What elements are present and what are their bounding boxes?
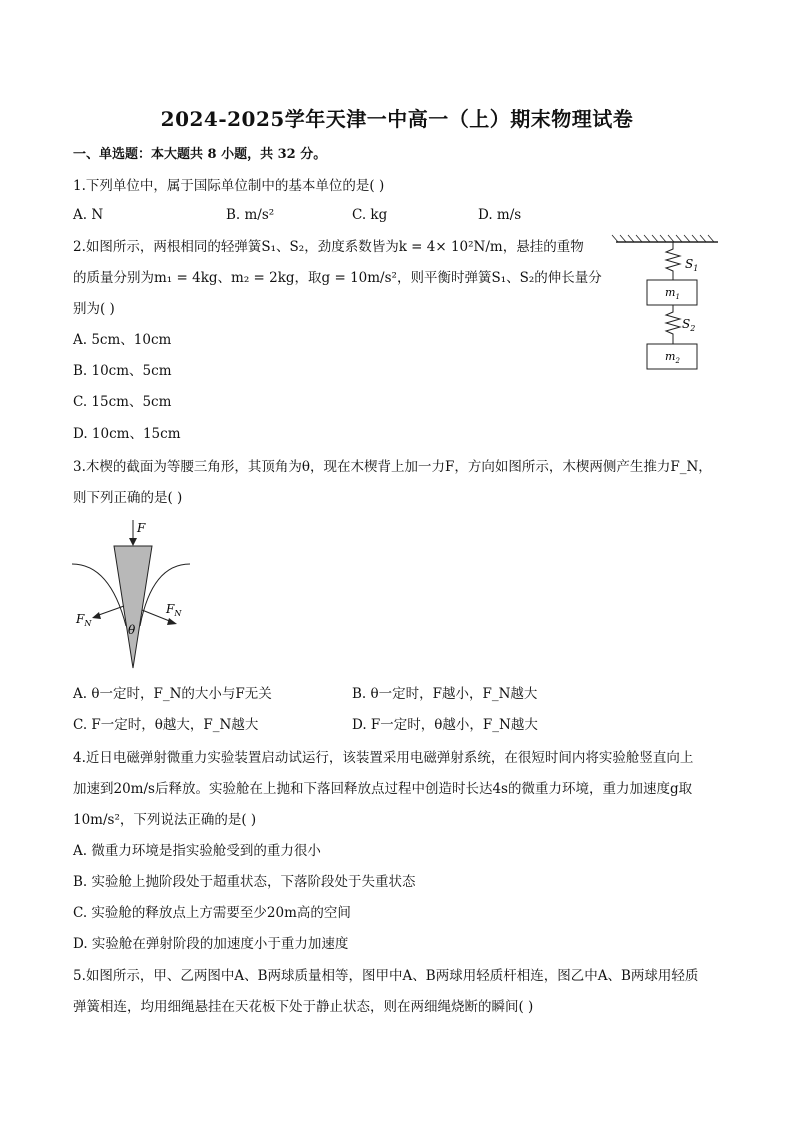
q1-option-a: A. N — [73, 207, 104, 223]
label-s2: $S_2$ — [682, 317, 696, 333]
q1-option-d: D. m/s — [478, 207, 522, 223]
label-fn-left: $F_N$ — [76, 612, 92, 628]
q3-option-a: A. θ一定时，F_N的大小与F无关 — [73, 686, 272, 702]
q4-option-a: A. 微重力环境是指实验舱受到的重力很小 — [73, 843, 321, 859]
question-1-stem: 1.下列单位中，属于国际单位制中的基本单位的是( ) — [73, 178, 385, 194]
question-4-line1: 4.近日电磁弹射微重力实验装置启动试运行，该装置采用电磁弹射系统，在很短时间内将实验舱竖直向上 — [73, 750, 694, 766]
label-m1: $m_1$ — [665, 286, 680, 301]
label-theta: θ — [128, 623, 136, 637]
q1-option-b: B. m/s² — [226, 207, 275, 223]
q4-option-d: D. 实验舱在弹射阶段的加速度小于重力加速度 — [73, 936, 349, 952]
q3-option-d: D. F一定时，θ越小，F_N越大 — [352, 717, 538, 733]
question-5-line1: 5.如图所示，甲、乙两图中A、B两球质量相等，图甲中A、B两球用轻质杆相连，图乙中A、B两球用轻质 — [73, 968, 699, 984]
q4-option-c: C. 实验舱的释放点上方需要至少20m高的空间 — [73, 905, 351, 921]
spring-s1 — [666, 242, 680, 280]
q4-option-b: B. 实验舱上抛阶段处于超重状态，下落阶段处于失重状态 — [73, 874, 416, 890]
q1-option-c: C. kg — [352, 207, 388, 223]
label-m2: $m_2$ — [665, 350, 680, 365]
q2-option-c: C. 15cm、5cm — [73, 394, 172, 410]
q2-option-b: B. 10cm、5cm — [73, 363, 172, 379]
question-3-line1: 3.木楔的截面为等腰三角形，其顶角为θ，现在木楔背上加一力F，方向如图所示，木楔两侧产生推力F_N， — [73, 459, 712, 475]
page-title: 2024-2025学年天津一中高一（上）期末物理试卷 — [160, 107, 634, 131]
q3-option-b: B. θ一定时，F越小，F_N越大 — [352, 686, 538, 702]
question-2-line2: 的质量分别为m₁ = 4kg、m₂ = 2kg，取g = 10m/s²，则平衡时弹簧S₁、S₂的伸长量分 — [73, 270, 602, 286]
question-4-line2: 加速到20m/s后释放。实验舱在上抛和下落回释放点过程中创造时长达4s的微重力环境，重力加速度g取 — [73, 781, 693, 797]
label-force-f: F — [137, 521, 146, 535]
q3-option-c: C. F一定时，θ越大，F_N越大 — [73, 717, 259, 733]
spring-mass-figure — [610, 232, 722, 377]
question-4-line3: 10m/s²，下列说法正确的是( ) — [73, 812, 257, 828]
label-fn-right: $F_N$ — [166, 602, 182, 618]
spring-s2 — [666, 305, 680, 344]
section-heading: 一、单选题：本大题共 8 小题，共 32 分。 — [73, 147, 327, 162]
question-2-line3: 别为( ) — [73, 301, 115, 317]
question-2-line1: 2.如图所示，两根相同的轻弹簧S₁、S₂，劲度系数皆为k = 4× 10²N/m，悬挂的重物 — [73, 239, 584, 255]
q2-option-a: A. 5cm、10cm — [73, 332, 172, 348]
label-s1: $S_1$ — [685, 257, 699, 273]
wedge-figure — [70, 516, 195, 676]
q2-option-d: D. 10cm、15cm — [73, 426, 181, 442]
question-5-line2: 弹簧相连，均用细绳悬挂在天花板下处于静止状态，则在两细绳烧断的瞬间( ) — [73, 999, 534, 1015]
question-3-line2: 则下列正确的是( ) — [73, 490, 183, 506]
